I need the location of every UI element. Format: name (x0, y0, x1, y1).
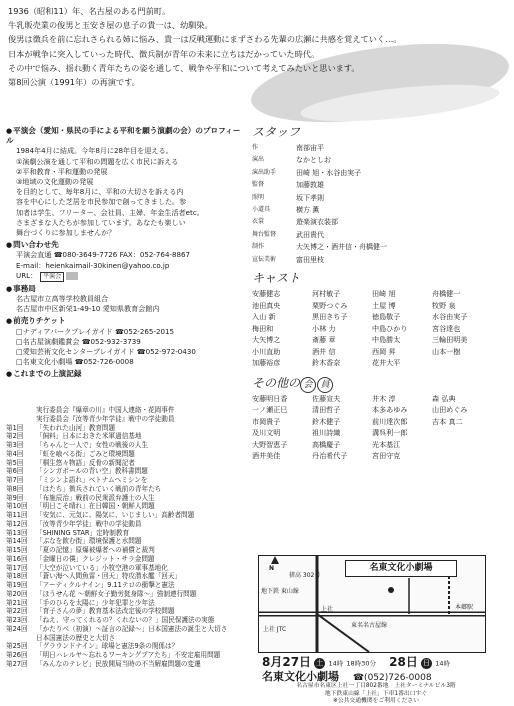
history-number: 第20回 (6, 589, 28, 598)
profile-line: 容を中心にした芝居を市民参加で創ってきました。参 (16, 197, 187, 207)
history-title: 日本国憲法の歴史と大切さ (36, 633, 116, 642)
staff-role: 演出助手 (252, 168, 277, 176)
ticket-outlet: □名東文化小劇場 ☎052-726-0008 (16, 357, 134, 367)
contact-email[interactable]: E-mail：heienkaimail-30kinen@yahoo.co.jp (16, 260, 170, 270)
history-row (6, 642, 244, 651)
cast-member-name: 小林 力 (312, 323, 336, 333)
history-number: 第11回 (6, 511, 28, 519)
weekday-badge: 土 (316, 658, 324, 667)
history-number: 第10回 (6, 502, 28, 511)
profile-line: 1984年4月に結成。今年8月に28年目を迎える。 (16, 146, 173, 156)
history-number: 第4回 (6, 449, 24, 458)
history-title: 「虹を喰べる街」ごみと環境問題 (36, 449, 135, 458)
history-title: 「安気に、元気に、陽気に、いじましい」高齢者問題 (36, 511, 195, 519)
staff-role: 制作 (252, 243, 265, 251)
other-member-name: 前川達次郎 (372, 416, 408, 426)
history-title: 「アーティクルナイン」9.11テロの衝撃と憲法 (36, 581, 175, 589)
history-number: 第24回 (6, 624, 28, 633)
cast-member-row (252, 300, 492, 312)
history-row (6, 467, 244, 476)
history-row (6, 564, 244, 573)
cast-member-name: 徳島敬子 (372, 312, 401, 322)
history-row (6, 511, 244, 520)
history-number: 第9回 (6, 493, 24, 502)
history-title: 実行委員会『汝等青少年学徒』戦中の学徒動員 (36, 414, 175, 423)
north-arrow-label: N (269, 565, 275, 572)
history-row (6, 415, 244, 424)
other-member-name: 清田哲子 (312, 405, 341, 415)
staff-name: 武田貴代 (296, 230, 324, 239)
history-number: 第18回 (6, 572, 28, 581)
access-line: ※公共交通機関をご利用ください (332, 698, 419, 704)
staff-title: スタッフ (252, 125, 301, 139)
cast-member-name: 斎藤 章 (312, 335, 336, 345)
venue-name: 名東文化小劇場 (262, 670, 339, 683)
history-title: 「シンガポールの青い空」教科書問題 (36, 467, 148, 476)
cast-member-name: 小川直助 (252, 346, 281, 356)
history-title: 「蒼い海へ人間魚雷・回天」特攻潜水艦「回天」 (36, 572, 182, 581)
staff-name: 横方 薫 (296, 206, 320, 215)
other-member-name (432, 439, 492, 451)
history-title: 「布施辰治」戦前の民衆派弁護士の人生 (36, 493, 155, 502)
cast-member-name: 入山 新 (252, 312, 276, 322)
history-row (6, 625, 244, 634)
cast-member-name: 三輪田明美 (432, 335, 468, 345)
cast-member-name: 安藤健志 (252, 289, 281, 299)
cast-member-row (252, 357, 492, 369)
contact-heading: ● 問い合わせ先 (6, 240, 244, 250)
history-number: 第8回 (6, 484, 24, 493)
history-row (6, 432, 244, 441)
history-number: 第16回 (6, 554, 28, 563)
history-title: 実行委員会『爆章の川』中国人連絡・花岡事件 (36, 406, 175, 414)
other-member-name: 及川文明 (252, 428, 281, 438)
staff-role: 監督 (252, 181, 265, 189)
map-label-road: 猪高 302号 (289, 572, 321, 579)
history-row (6, 616, 244, 625)
history-title: 「桐生悠々物語」反骨の新聞記者 (36, 458, 135, 467)
day1-time-2: 18時30分 (346, 659, 376, 668)
history-number: 第27回 (6, 659, 28, 668)
history-heading: ● これまでの上演記録 (6, 369, 244, 379)
ticket-outlet: □名古屋演劇鑑賞会 ☎052-932-3739 (16, 336, 141, 346)
cast-member-name: 黒田きち子 (312, 312, 348, 322)
cast-member-row (252, 288, 492, 300)
profile-line: さまざまな人たちが参加しています。あなたも楽しい (16, 217, 186, 227)
date-day2: 28日 (389, 655, 418, 669)
cast-grid (252, 288, 492, 369)
intro-line: 俊男は徴兵を前に忘れさられる姉に悩み、貴一は反戦運動にまずさわる先輩の広瀬に共感を覚えていく…。 (8, 34, 402, 45)
profile-body (6, 146, 244, 238)
map-label-expressway: 東名名古屋線 (351, 622, 388, 629)
other-member-name: 山田めぐみ (432, 405, 468, 415)
other-member-name: 溝呉利一郎 (372, 428, 408, 438)
profile-line: を目的として、毎年8月に、平和の大切さを訴える内 (16, 187, 184, 197)
other-member-name: 酒井美佳 (252, 451, 281, 461)
history-title: 「ミシンよ語れ」ベトナムへミシンを (36, 476, 148, 484)
access-info (256, 683, 496, 706)
staff-name: 坂下孝則 (296, 193, 324, 202)
staff-row (252, 179, 492, 191)
intro-line: 第8回公演（1991年）の再演です。 (8, 77, 140, 88)
history-number: 第13回 (6, 528, 28, 537)
other-member-name: 本多あゆみ (372, 405, 408, 415)
map-label-kamiyashiro: 上社 (321, 606, 334, 613)
intro-banner (0, 0, 496, 118)
history-title: 「ねえ、守ってくれるの？くれないの？」国民保護法の実態 (36, 616, 215, 624)
staff-row (252, 167, 492, 179)
left-column (6, 124, 244, 380)
history-title: 「失われた山河」教育問題 (36, 423, 116, 432)
history-row (6, 607, 244, 616)
ticket-outlet: □愛知芸術文化センタープレイガイド ☎052-972-0430 (16, 347, 196, 357)
office-line: 名古屋市立高等学校教員組合 (16, 294, 109, 304)
cast-member-name: 西岡 昇 (372, 346, 396, 356)
history-title: 「飼料」日本におきた米軍過信基地 (36, 432, 142, 441)
profile-line: 舞台づくりに参加しませんか？ (16, 228, 116, 238)
history-row (6, 581, 244, 590)
weekday-badge: 日 (423, 658, 431, 667)
other-member-name: 吉本 真二 (432, 416, 463, 426)
history-title: 「金曜日の僕」クレジット・サラ金問題 (36, 554, 155, 563)
map-label-jtc: 上社 JTC (263, 626, 287, 633)
cast-member-row (252, 334, 492, 346)
intro-line: 1936（昭和11）年、名古屋のある門前町。 (8, 6, 171, 16)
history-title: 「ぶなを飲む街」環境保護と水問題 (36, 537, 142, 546)
history-row (6, 590, 244, 599)
day1-time-1: 14時 (328, 659, 344, 668)
venue-phone[interactable]: ☎(052)726-0008 (352, 673, 432, 683)
url-search-box[interactable]: 平演会 (40, 272, 64, 282)
profile-line: ②平和教育・平和運動の発展 (16, 166, 108, 176)
profile-heading: ● 平演会（愛知・県民の手による平和を願う演劇の会）のプロフィール (6, 126, 244, 146)
history-row (6, 599, 244, 608)
history-title: 「明日こそ晴れ」在日韓国・朝鮮人問題 (36, 502, 155, 511)
cast-member-name: 田崎 旭 (372, 289, 396, 299)
history-row (6, 572, 244, 581)
other-member-name: 市岡貴子 (252, 416, 281, 426)
day2-time: 14時 (435, 659, 450, 668)
history-number: 第3回 (6, 441, 24, 449)
history-title: 「夏の記憶」原爆被爆者への補償と裁判 (36, 546, 155, 554)
history-number: 第22回 (6, 607, 28, 616)
cast-member-name: 酒井 信 (312, 346, 336, 356)
other-member-row (252, 416, 492, 428)
cast-member-name: 中島勝太 (372, 335, 401, 345)
history-title: 「かたりべ（初演）～証言の記録～」日本国憲法の誕生と大切さ (36, 624, 228, 633)
history-number: 第19回 (6, 581, 28, 589)
profile-line: 加者は学生、フリーター、会社員、主婦、年金生活者etc。 (16, 207, 204, 217)
history-title: 「SHINING STAR」定時制教育 (36, 528, 130, 537)
history-number: 第12回 (6, 519, 28, 528)
tickets-list (6, 327, 244, 368)
staff-row (252, 241, 492, 253)
history-number (6, 415, 36, 424)
staff-name: 田崎 旭・水谷由実子 (296, 168, 362, 177)
history-number (6, 634, 36, 643)
office-body (6, 294, 244, 314)
history-row (6, 555, 244, 564)
cast-member-name: 加藤裕彦 (252, 358, 281, 368)
access-line: 名古屋市名東区上社一丁目802番地 上社ターミナルビル3階 (296, 683, 456, 689)
other-member-row (252, 427, 492, 439)
staff-role: 照明 (252, 193, 265, 201)
cast-title: キャスト (252, 271, 301, 286)
history-row (6, 450, 244, 459)
history-number: 第7回 (6, 476, 24, 484)
staff-row (252, 142, 492, 154)
cast-member-row (252, 323, 492, 335)
office-heading: ● 事務局 (6, 284, 244, 294)
other-member-name (432, 450, 492, 462)
history-row (6, 476, 244, 485)
history-title: 「育子さんの夢」教育基本法改定後の学校問題 (36, 607, 175, 616)
history-row (6, 459, 244, 468)
history-number: 第26回 (6, 651, 28, 659)
cast-member-name: 舟橋健一 (432, 289, 461, 299)
other-member-name: 佐藤宣夫 (312, 393, 341, 403)
ticket-outlet: □ナディアパークプレイガイド ☎052-265-2015 (16, 326, 175, 336)
history-title: 「はたち」徴兵されていく戦前の青年たち (36, 484, 162, 493)
history-title: 「明日ハレルヤ～忘れるワーキングプアたち」不安定雇用問題 (36, 651, 221, 659)
other-member-name: 安藤明日香 (252, 393, 288, 403)
other-member-name: 井木 淳 (372, 393, 396, 403)
other-member-row (252, 450, 492, 462)
other-member-name: 鈴木健子 (312, 416, 341, 426)
other-title-text: その他の (252, 375, 301, 390)
history-row (6, 520, 244, 529)
url-label: URL： (16, 270, 38, 280)
contact-body (6, 250, 244, 281)
access-line: 地下鉄東山線「上社」下車1番出口すぐ (324, 690, 428, 697)
history-row (6, 546, 244, 555)
staff-name: 大矢博之・酒井信・舟橋健一 (296, 243, 387, 252)
tickets-heading: ● 前売りチケット (6, 316, 244, 326)
history-number: 第25回 (6, 642, 28, 651)
cast-member-name: 大矢博之 (252, 335, 281, 345)
other-members-grid (252, 393, 492, 462)
map-venue-title: 名東文化小劇場 (345, 560, 457, 577)
other-member-name: 大野智恵子 (252, 439, 288, 449)
staff-list (252, 142, 492, 266)
cast-member-name: 河村敏子 (312, 289, 341, 299)
history-title: 「手のひらを太陽に」少年犯罪と少年法 (36, 598, 155, 607)
history-title: 「汝等青少年学徒」戦中の学徒動員 (36, 519, 142, 528)
intro-text (8, 4, 492, 89)
history-row (6, 502, 244, 511)
intro-line: その中で悩み、揺れ動く青年たちの姿を通して、戦争や平和について考えてみたいと思います。 (8, 62, 360, 73)
map-label-hongo: 本郷駅 (455, 604, 474, 611)
history-row (6, 660, 244, 669)
other-member-name: 祖川詩織 (312, 428, 341, 438)
search-icon (66, 272, 78, 280)
cast-member-name: 中島ひかり (372, 323, 408, 333)
staff-name: 加藤敦雄 (296, 181, 324, 190)
history-row (6, 537, 244, 546)
history-number: 第1回 (6, 423, 24, 432)
cast-member-name: 花井大平 (372, 358, 401, 368)
staff-row (252, 254, 492, 266)
cast-member-name: 栗野つぐみ (312, 300, 348, 310)
other-member-name: 宮田守克 (372, 451, 401, 461)
right-column (252, 124, 492, 462)
cast-member-name: 水谷由実子 (432, 312, 468, 322)
history-row (6, 441, 244, 450)
map-label-subway: 地下鉄 東山線 (261, 588, 299, 595)
other-member-name (432, 427, 492, 439)
other-members-title (252, 375, 492, 391)
cast-member-name: 土屋 博 (372, 300, 396, 310)
history-number: 第6回 (6, 467, 24, 476)
cast-member-name: 宮谷達也 (432, 323, 461, 333)
cast-member-name: 梅田和 (252, 323, 274, 333)
other-member-row (252, 393, 492, 405)
other-member-name: 光本基江 (372, 439, 401, 449)
history-row (6, 424, 244, 433)
history-title: 「ちゃんと一人で」女性の戦後の人生 (36, 441, 149, 449)
staff-row (252, 204, 492, 216)
history-row (6, 406, 244, 415)
cast-member-name: 山本一樹 (432, 346, 461, 356)
staff-row (252, 192, 492, 204)
venue (262, 668, 492, 684)
history-number: 第21回 (6, 598, 28, 607)
history-row (6, 651, 244, 660)
history-number: 第17回 (6, 563, 28, 572)
profile-line: ③地域の文化運動の発展 (16, 177, 94, 187)
other-member-row (252, 439, 492, 451)
staff-name: 遊楽演衣装部 (296, 218, 338, 227)
staff-name: なかとしお (296, 156, 331, 165)
intro-line: 日本が戦争に突入していった時代、徴兵制が青年の未来に立ちはだかっていた時代。 (8, 48, 320, 59)
profile-line: ①演劇公演を通して平和の問題を広く市民に訴える (16, 156, 179, 166)
history-number: 第5回 (6, 458, 24, 467)
other-member-name: 丹治希代子 (312, 451, 348, 461)
cast-member-name: 鈴木香奈 (312, 358, 341, 368)
contact-phone: 平演会直通 ☎080-3649-7726 FAX：052-764-8867 (16, 250, 191, 260)
access-map (258, 555, 486, 653)
cast-member-name: 池田真央 (252, 300, 281, 310)
other-member-name: 高橋慶子 (312, 439, 341, 449)
staff-role: 演出 (252, 156, 265, 164)
staff-role: 小道具 (252, 206, 271, 214)
history-list (6, 406, 244, 669)
staff-row (252, 154, 492, 166)
history-row (6, 494, 244, 503)
intro-line: 牛乳販売業の俊男と玉安き屋の息子の貴一は、幼馴染。 (8, 20, 213, 31)
history-number: 第23回 (6, 616, 28, 624)
date-day1: 8月27日 (262, 655, 312, 669)
staff-role: 宣伝美術 (252, 255, 277, 263)
office-line: 名古屋市中区新栄1-49-10 愛知県教育会館内 (16, 304, 160, 314)
cast-member-name (432, 357, 492, 369)
title-circle: 会 (300, 377, 316, 393)
cast-member-name: 牧野 泉 (432, 300, 456, 310)
history-number: 第14回 (6, 537, 28, 546)
history-title: 「グラウンドナイン」球場と憲法9条の関係は？ (36, 642, 179, 651)
cast-member-row (252, 311, 492, 323)
history-row (6, 529, 244, 538)
history-title: 「大空が泣いている」小牧空港の軍事基地化 (36, 563, 168, 572)
history-number: 第15回 (6, 546, 28, 554)
staff-row (252, 229, 492, 241)
other-member-row (252, 404, 492, 416)
staff-role: 舞台監督 (252, 230, 277, 238)
history-number: 第2回 (6, 432, 24, 441)
history-title: 「ほうせん花 ～朝鮮女子勤労挺身隊～」強制連行問題 (36, 589, 197, 598)
other-member-name: 一ノ瀬正巳 (252, 405, 288, 415)
history-title: 「みんなのテレビ」民放開局当時の不当解雇問題の変遷 (36, 659, 201, 668)
staff-name: 南部宙平 (296, 144, 324, 152)
title-circle: 員 (317, 377, 333, 393)
history-row (6, 634, 244, 643)
staff-role: 作 (252, 144, 259, 151)
staff-row (252, 216, 492, 228)
history-row (6, 485, 244, 494)
staff-role: 衣裳 (252, 218, 265, 226)
staff-name: 富田里枝 (296, 255, 324, 264)
history-number (6, 406, 36, 415)
cast-member-row (252, 346, 492, 358)
contact-url (16, 271, 244, 282)
other-member-name: 森 弘典 (432, 393, 456, 403)
